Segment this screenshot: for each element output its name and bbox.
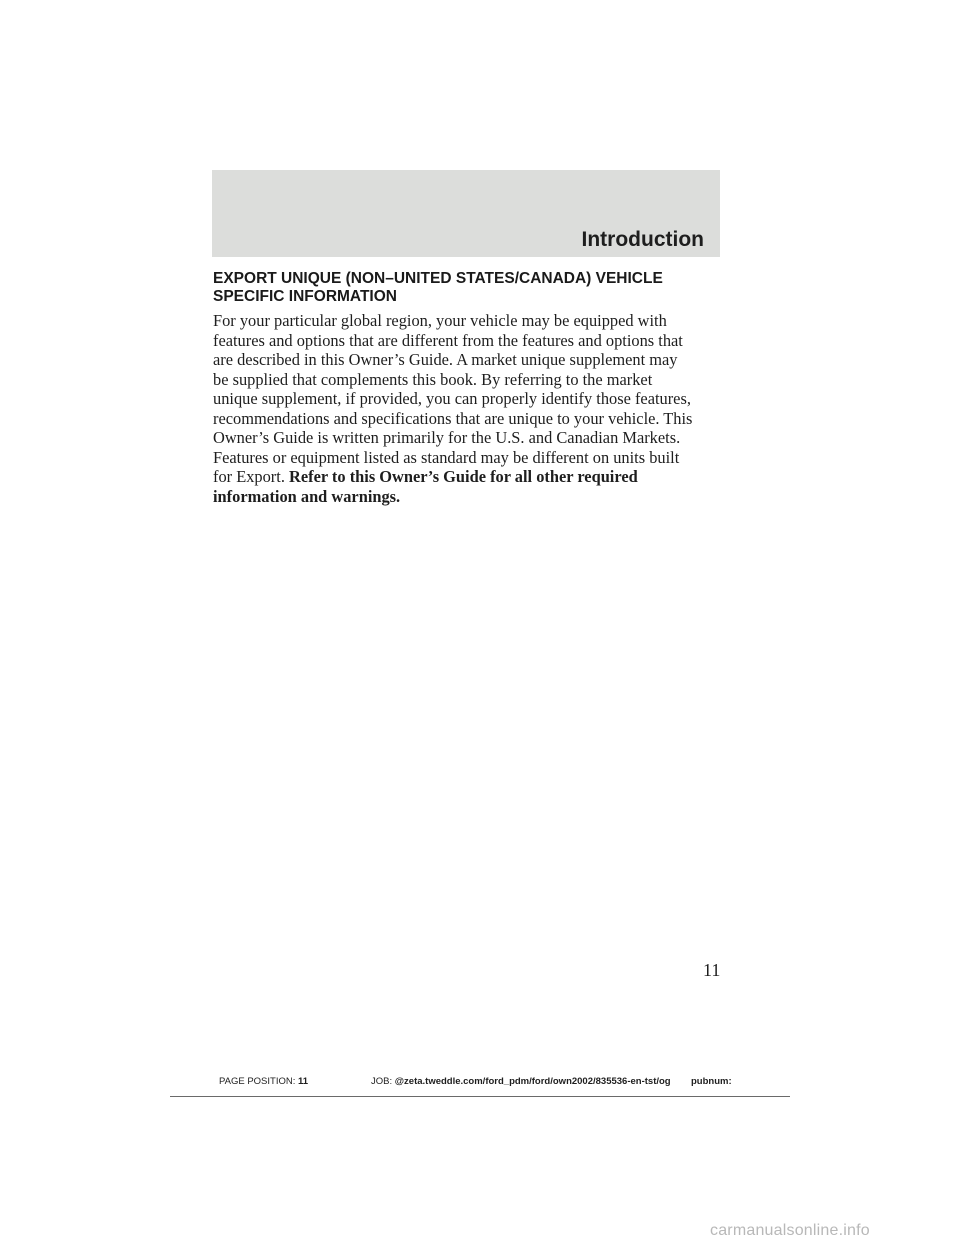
body-line: recommendations and specifications that are unique to your vehicle. This xyxy=(213,408,693,428)
body-line: are described in this Owner’s Guide. A market unique supplement may xyxy=(213,350,678,369)
footer-page-position xyxy=(219,1076,308,1087)
section-title: Introduction xyxy=(581,228,704,251)
watermark: carmanualsonline.info xyxy=(710,1222,870,1239)
section-heading xyxy=(213,270,721,306)
footer-page-position-value: 11 xyxy=(298,1076,309,1087)
footer-page-position-label: PAGE POSITION: xyxy=(219,1076,296,1087)
body-line: features and options that are different from the features and options that xyxy=(213,330,683,350)
body-bold-text: information and warnings. xyxy=(213,486,401,506)
body-line xyxy=(213,487,733,507)
body-line: For your particular global region, your vehicle may be equipped with xyxy=(213,311,667,330)
body-line xyxy=(213,467,733,487)
heading-line: SPECIFIC INFORMATION xyxy=(213,288,397,305)
footer-job-label: JOB: xyxy=(371,1076,393,1087)
body-line: Owner’s Guide is written primarily for the U.S. and Canadian Markets. xyxy=(213,428,681,447)
footer-pubnum xyxy=(691,1076,732,1087)
heading-line: EXPORT UNIQUE (NON–UNITED STATES/CANADA) VEHICLE xyxy=(213,270,663,287)
body-bold-text: Refer to this Owner’s Guide for all other required xyxy=(289,467,638,486)
body-line: be supplied that complements this book. By referring to the market xyxy=(213,369,653,389)
footer-rule xyxy=(170,1096,790,1097)
footer-pubnum-label: pubnum: xyxy=(691,1076,732,1087)
body-line-prefix: for Export. xyxy=(213,467,290,486)
page-number: 11 xyxy=(703,960,721,980)
section-header-band xyxy=(212,170,720,257)
body-line: unique supplement, if provided, you can properly identify those features, xyxy=(213,389,691,408)
footer-job xyxy=(371,1076,671,1087)
body-line: Features or equipment listed as standard may be different on units built xyxy=(213,447,680,467)
body-paragraph xyxy=(213,311,733,506)
footer-job-value: @zeta.tweddle.com/ford_pdm/ford/own2002/835536-en-tst/og xyxy=(394,1076,671,1087)
